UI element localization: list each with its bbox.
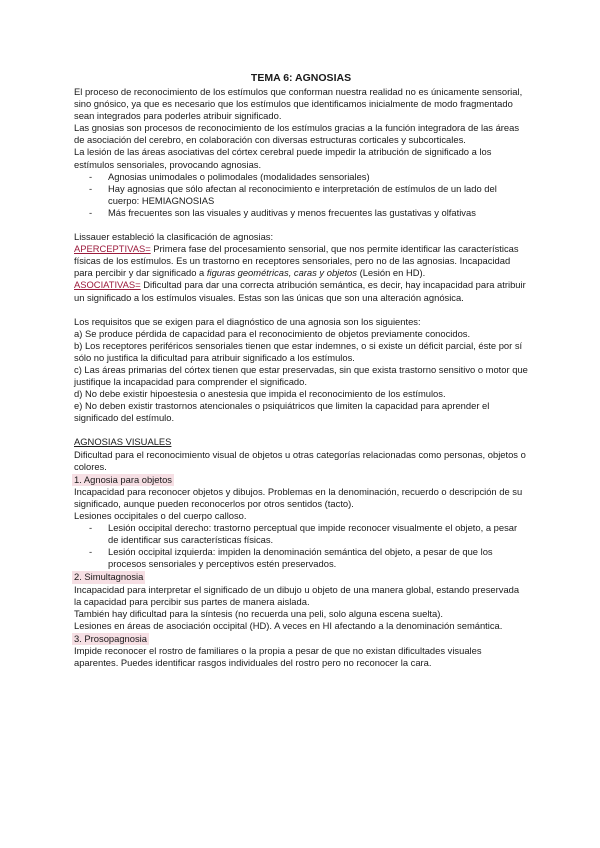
requisito-c: c) Las áreas primarias del córtex tienen que estar preservadas, sin que exista trastorno sensitivo o motor que justifique la incapacidad para comprender el significado. [74, 363, 528, 388]
list-item [74, 522, 528, 546]
aperceptivas-term: APERCEPTIVAS= [74, 243, 151, 255]
intro-bullet-list [74, 171, 528, 219]
list-item-text: Más frecuentes son las visuales y auditivas y menos frecuentes las gustativas y olfativas [108, 206, 476, 218]
aperceptivas-end: (Lesión en HD). [356, 267, 426, 279]
simultagnosia-paragraph-2: También hay dificultad para la síntesis (no recuerda una peli, solo alguna escena suelta). [74, 607, 443, 619]
section-heading-text: 2. Simultagnosia [74, 571, 144, 583]
list-item-text: Lesión occipital derecho: trastorno perceptual que impide reconocer visualmente el objeto, a pesar de identificar sus características físicas. [108, 522, 518, 546]
dash-bullet-icon: - [89, 546, 93, 558]
list-item-text: Lesión occipital izquierda: impiden la denominación semántica del objeto, a pesar de que los procesos sensoriales y perceptivos estén preservados. [108, 546, 493, 570]
requisito-a: a) Se produce pérdida de capacidad para el reconocimiento de objetos previamente conocidos. [74, 327, 471, 339]
requisito-d: d) No debe existir hipoestesia o anestesia que impida el reconocimiento de los estímulos. [74, 388, 446, 400]
requisitos-lead: Los requisitos que se exigen para el diagnóstico de una agnosia son los siguientes: [74, 315, 421, 327]
simultagnosia-paragraph-1: Incapacidad para interpretar el significado de un dibujo u objeto de una manera global, estando preservada la capacidad para percibir sus partes de manera aislada. [74, 583, 520, 607]
list-item [74, 171, 528, 183]
visuales-description: Dificultad para el reconocimiento visual de objetos u otras categorías relacionadas como personas, objetos o colores. [74, 448, 526, 472]
page-title: TEMA 6: AGNOSIAS [250, 72, 352, 84]
asociativas-text: Dificultad para dar una correcta atribución semántica, es decir, hay incapacidad para atribuir un significado a los estímulos visuales. Estas son las únicas que son una alteración agnósica. [74, 279, 526, 303]
dash-bullet-icon: - [89, 206, 93, 218]
intro-paragraph-2: Las gnosias son procesos de reconocimiento de los estímulos gracias a la función integradora de las áreas de asociación del cerebro, en colaboración con diversas estructuras corticales y subcorticales. [74, 122, 520, 146]
intro-paragraph-3: La lesión de las áreas asociativas del córtex cerebral puede impedir la atribución de significado a los estímulos sensoriales, provocando agnosias. [74, 146, 492, 170]
simultagnosia-paragraph-3: Lesiones en áreas de asociación occipital (HD). A veces en HI afectando a la denominación semántica. [74, 619, 503, 631]
visuales-heading [74, 436, 528, 448]
agnosia-objetos-paragraph-2: Lesiones occipitales o del cuerpo calloso. [74, 510, 247, 521]
list-item [74, 546, 528, 570]
asociativas-paragraph [74, 279, 528, 303]
section-heading-text: 1. Agnosia para objetos [74, 473, 172, 485]
requisito-b: b) Los receptores periféricos sensoriales tienen que estar indemnes, o si existe un déficit parcial, éste por sí sólo no justifica la dificultad para atribuir significado a los estímulos. [74, 339, 523, 363]
section-heading-prosopagnosia [74, 633, 528, 645]
dash-bullet-icon: - [89, 170, 93, 182]
lissauer-lead: Lissauer estableció la clasificación de agnosias: [74, 231, 274, 243]
asociativas-term: ASOCIATIVAS= [74, 279, 141, 291]
dash-bullet-icon: - [89, 182, 93, 194]
requisito-e: e) No deben existir trastornos atencionales o psiquiátricos que limiten la capacidad para aprender el significado del estímulo. [74, 400, 490, 424]
section-heading-simultagnosia [74, 571, 528, 583]
section-heading-agnosia-objetos [74, 474, 528, 486]
aperceptivas-italic: figuras geométricas, caras y objetos [206, 267, 357, 279]
aperceptivas-text: Primera fase del procesamiento sensorial, que nos permite identificar las características físicas de los estímulos. Es un trastorno en receptores sensoriales, pero no de las agnosias. Incapacidad para percibir y dar significado a [74, 243, 519, 279]
agnosia-objetos-bullet-list [74, 522, 528, 570]
intro-paragraph-1: El proceso de reconocimiento de los estímulos que conforman nuestra realidad no es únicamente sensorial, sino gnósico, ya que es necesario que los estímulos que identificamos inicialmente de modo fragmentado sean integrados para poderles atribuir significado. [74, 86, 523, 122]
aperceptivas-paragraph [74, 243, 528, 279]
visuales-heading-text: AGNOSIAS VISUALES [74, 436, 172, 448]
list-item [74, 207, 528, 219]
agnosia-objetos-paragraph-1: Incapacidad para reconocer objetos y dibujos. Problemas en la denominación, recuerdo o descripción de su significado, aunque pueden reconocerlos por otros sentidos (tacto). [74, 485, 523, 509]
list-item-text: Hay agnosias que sólo afectan al reconocimiento e interpretación de estímulos de un lado del cuerpo: HEMIAGNOSIAS [108, 182, 497, 206]
list-item-text: Agnosias unimodales o polimodales (modalidades sensoriales) [108, 170, 370, 182]
section-heading-text: 3. Prosopagnosia [74, 632, 147, 644]
list-item [74, 183, 528, 207]
dash-bullet-icon: - [89, 522, 93, 534]
prosopagnosia-paragraph-1: Impide reconocer el rostro de familiares o la propia a pesar de que no existan dificultades visuales aparentes. Puedes identificar rasgos individuales del rostro pero no reconocer la cara. [74, 645, 482, 669]
